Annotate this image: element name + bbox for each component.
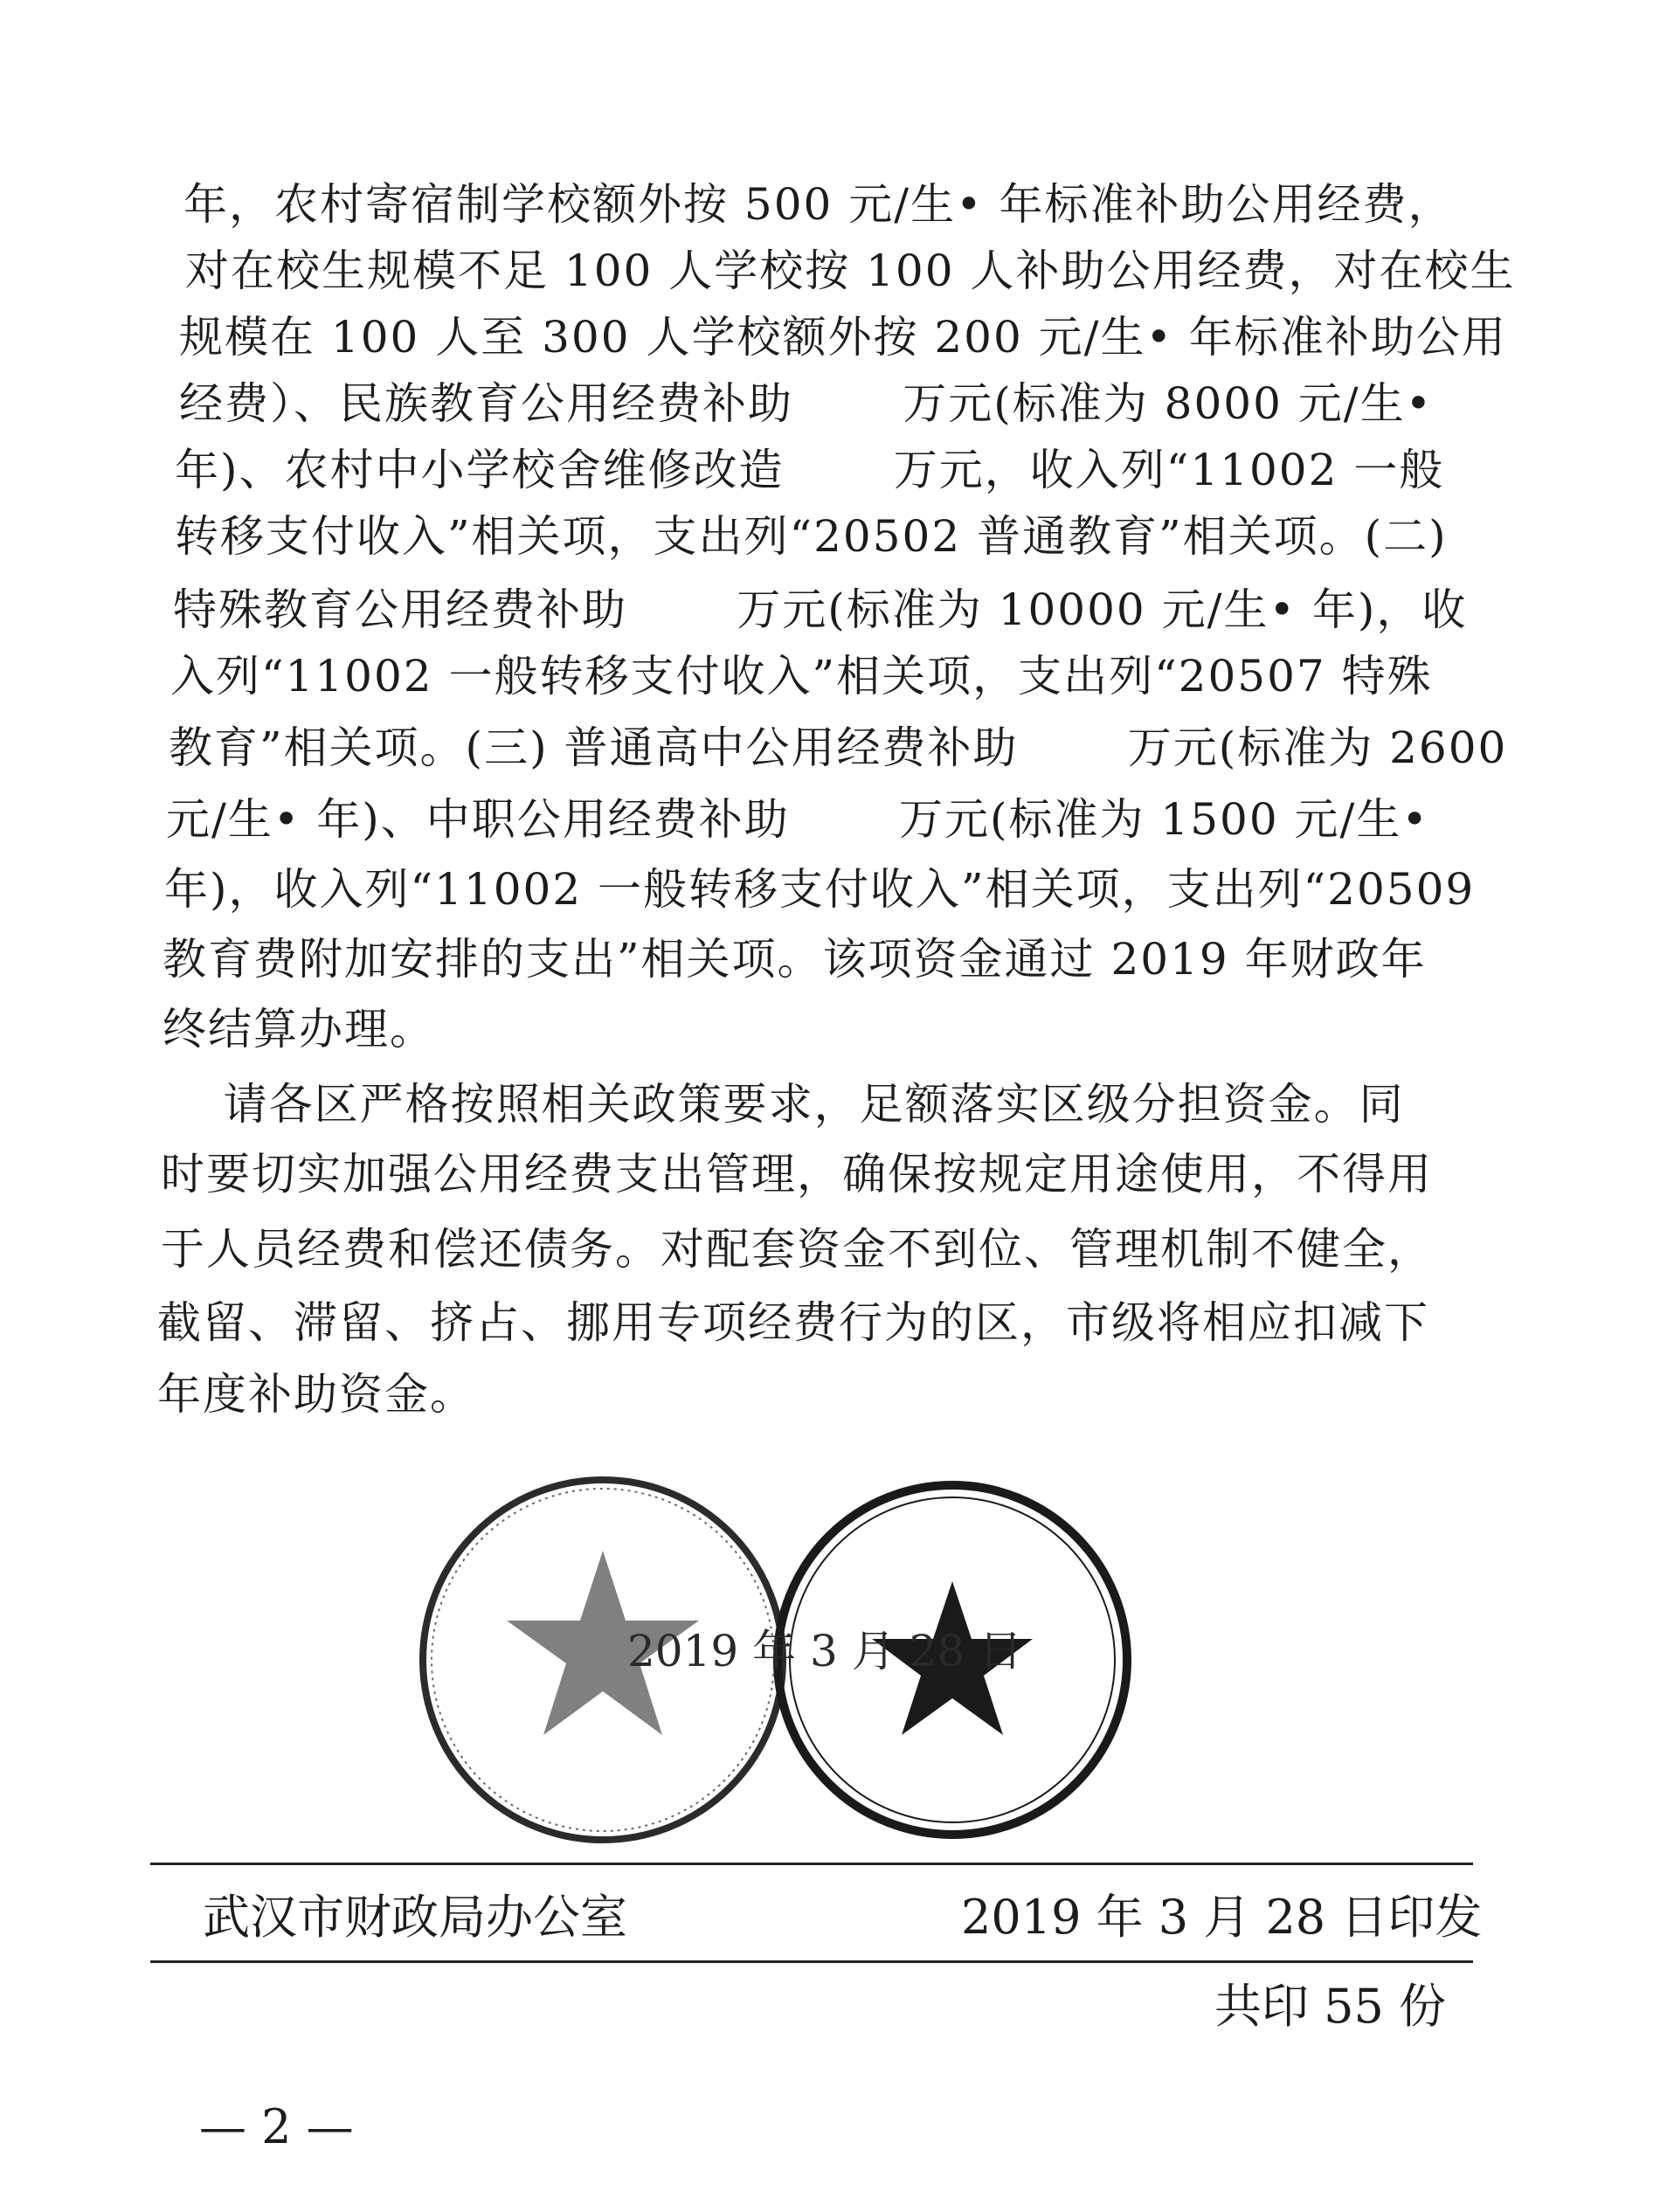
body-line: 时要切实加强公用经费支出管理，确保按规定用途使用，不得用 xyxy=(161,1149,1433,1199)
body-line: 对在校生规模不足 100 人学校按 100 人补助公用经费，对在校生 xyxy=(185,245,1516,296)
body-line: 年)，收入列“11002 一般转移支付收入”相关项，支出列“20509 xyxy=(164,864,1476,915)
body-line: 元/生• 年)、中职公用经费补助 万元(标准为 1500 元/生• xyxy=(166,794,1429,845)
print-date: 2019 年 3 月 28 日印发 xyxy=(961,1890,1483,1945)
body-line: 转移支付收入”相关项，支出列“20502 普通教育”相关项。(二) xyxy=(175,511,1448,562)
body-line: 年)、农村中小学校舍维修改造 万元，收入列“11002 一般 xyxy=(175,445,1445,495)
body-line: 截留、滞留、挤占、挪用专项经费行为的区，市级将相应扣减下 xyxy=(157,1297,1429,1348)
page-number: — 2 — xyxy=(199,2099,354,2154)
issuer-office: 武汉市财政局办公室 xyxy=(203,1890,627,1945)
body-line: 于人员经费和偿还债务。对配套资金不到位、管理机制不健全， xyxy=(161,1224,1433,1275)
body-line: 年度补助资金。 xyxy=(157,1369,475,1420)
footer-bottom-rule xyxy=(150,1960,1473,1963)
body-line: 请各区严格按照相关政策要求，足额落实区级分担资金。同 xyxy=(161,1079,1405,1130)
body-line: 教育费附加安排的支出”相关项。该项资金通过 2019 年财政年 xyxy=(163,934,1427,985)
body-line: 经费）、民族教育公用经费补助 万元(标准为 8000 元/生• xyxy=(179,378,1434,429)
footer-top-rule xyxy=(150,1863,1473,1865)
body-line: 入列“11002 一般转移支付收入”相关项，支出列“20507 特殊 xyxy=(170,651,1433,702)
signature-date: 2019 年 3 月 28 日 xyxy=(627,1626,1023,1676)
copies-count: 共印 55 份 xyxy=(1214,1979,1447,2034)
body-line: 规模在 100 人至 300 人学校额外按 200 元/生• 年标准补助公用 xyxy=(179,312,1507,363)
body-line: 特殊教育公用经费补助 万元(标准为 10000 元/生• 年)，收 xyxy=(173,584,1468,635)
body-line: 教育”相关项。(三) 普通高中公用经费补助 万元(标准为 2600 xyxy=(169,722,1508,773)
body-line: 年，农村寄宿制学校额外按 500 元/生• 年标准补助公用经费， xyxy=(183,179,1454,230)
body-line: 终结算办理。 xyxy=(163,1004,435,1054)
